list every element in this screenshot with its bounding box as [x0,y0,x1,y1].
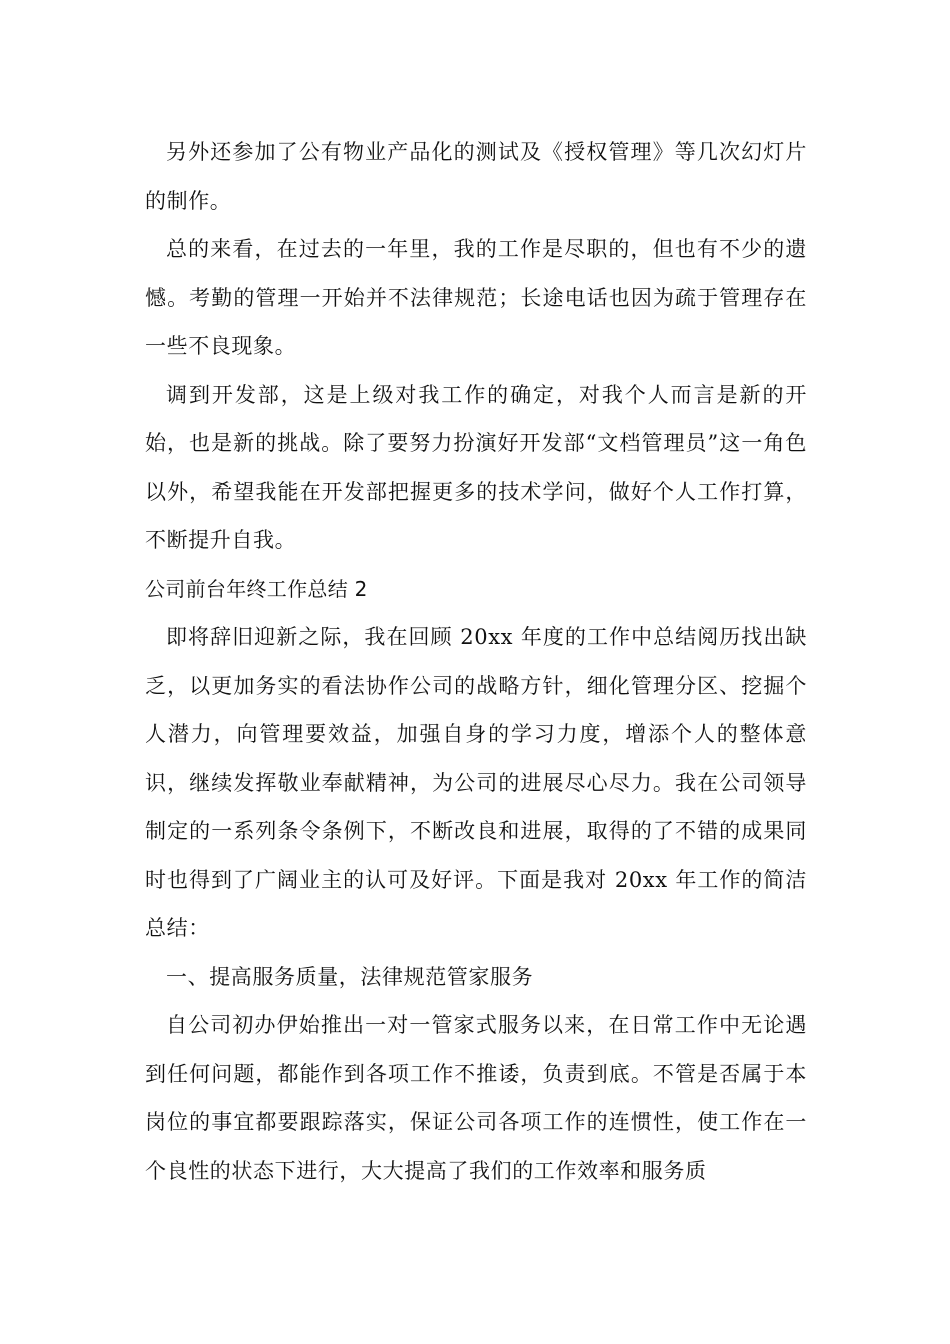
paragraph-intro: 即将辞旧迎新之际，我在回顾 20xx 年度的工作中总结阅历找出缺乏，以更加务实的看法协作公司的战略方针，细化管理分区、挖掘个人潜力，向管理要效益，加强自身的学习力度，增添个人的整体意识，继续发挥敬业奉献精神，为公司的进展尽心尽力。我在公司领导制定的一系列条令条例下，不断改良和进展，取得的了不错的成果同时也得到了广阔业主的认可及好评。下面是我对 20xx 年工作的简洁总结： [145,625,807,940]
subheading-service-quality: 一、提高服务质量，法律规范管家服务 [166,964,534,989]
paragraph-body: 自公司初办伊始推出一对一管家式服务以来，在日常工作中无论遇到任何问题，都能作到各项工作不推诿，负责到底。不管是否属于本岗位的事宜都要跟踪落实，保证公司各项工作的连惯性，使工作在一个良性的状态下进行，大大提高了我们的工作效率和服务质 [145,1013,807,1183]
paragraph-slides: 另外还参加了公有物业产品化的测试及《授权管理》等几次幻灯片的制作。 [145,140,807,213]
section-title: 公司前台年终工作总结 2 [145,576,368,601]
document-content [145,128,807,1195]
paragraph-summary: 总的来看，在过去的一年里，我的工作是尽职的，但也有不少的遗憾。考勤的管理一开始并不法律规范；长途电话也因为疏于管理存在一些不良现象。 [145,237,807,358]
paragraph-transfer: 调到开发部，这是上级对我工作的确定，对我个人而言是新的开始，也是新的挑战。除了要努力扮演好开发部“文档管理员”这一角色以外，希望我能在开发部把握更多的技术学问，做好个人工作打算，不断提升自我。 [145,382,807,552]
